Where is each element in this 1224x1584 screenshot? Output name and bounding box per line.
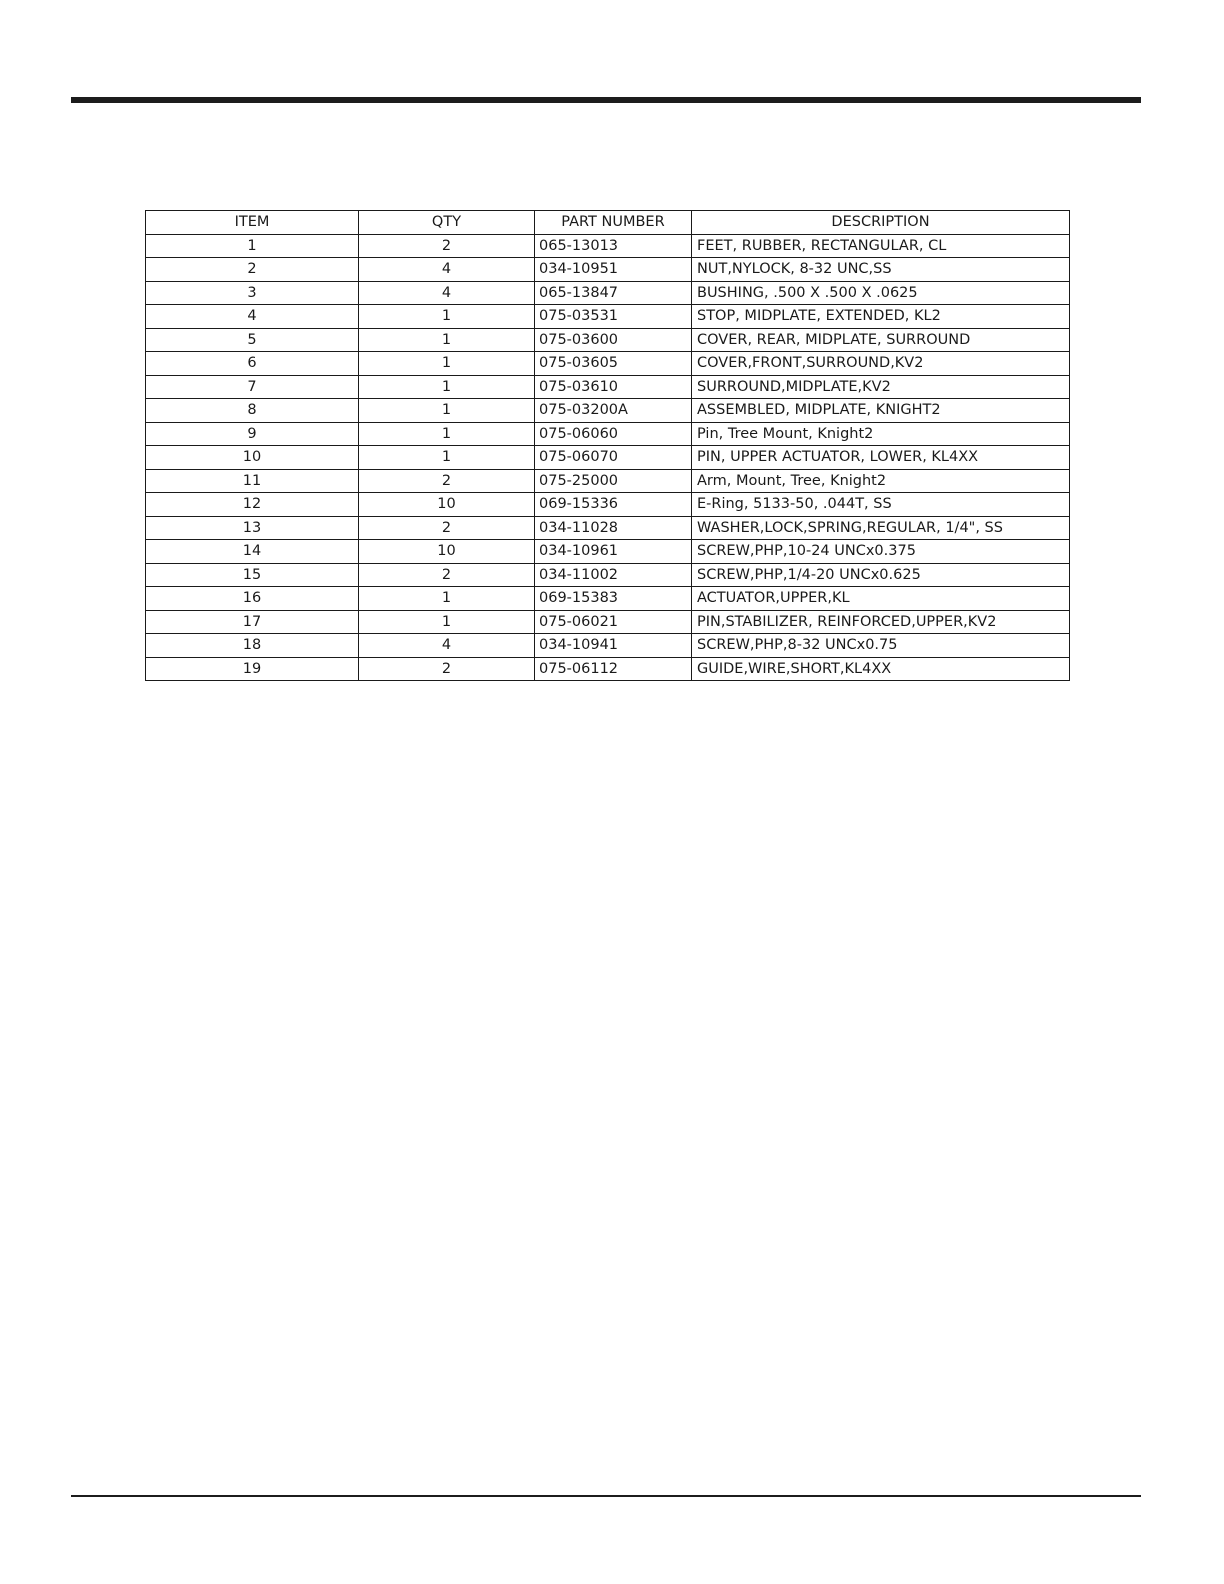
- cell-part-number: 075-25000: [535, 469, 692, 493]
- cell-description: COVER, REAR, MIDPLATE, SURROUND: [692, 328, 1070, 352]
- cell-item: 19: [146, 657, 359, 681]
- cell-item: 8: [146, 399, 359, 423]
- table-row: [146, 563, 1070, 587]
- cell-part-number: 075-06060: [535, 422, 692, 446]
- table-row: [146, 657, 1070, 681]
- cell-description: PIN, UPPER ACTUATOR, LOWER, KL4XX: [692, 446, 1070, 470]
- cell-item: 16: [146, 587, 359, 611]
- cell-qty: 1: [359, 446, 535, 470]
- cell-qty: 1: [359, 422, 535, 446]
- cell-item: 11: [146, 469, 359, 493]
- cell-qty: 2: [359, 563, 535, 587]
- cell-item: 13: [146, 516, 359, 540]
- cell-qty: 10: [359, 493, 535, 517]
- cell-item: 10: [146, 446, 359, 470]
- cell-part-number: 075-06070: [535, 446, 692, 470]
- cell-qty: 1: [359, 587, 535, 611]
- table-row: [146, 446, 1070, 470]
- table-row: [146, 305, 1070, 329]
- table-row: [146, 328, 1070, 352]
- cell-item: 17: [146, 610, 359, 634]
- table-row: [146, 422, 1070, 446]
- cell-part-number: 034-11028: [535, 516, 692, 540]
- cell-part-number: 075-06112: [535, 657, 692, 681]
- cell-qty: 1: [359, 399, 535, 423]
- cell-part-number: 065-13847: [535, 281, 692, 305]
- cell-qty: 1: [359, 375, 535, 399]
- table-row: [146, 352, 1070, 376]
- cell-description: FEET, RUBBER, RECTANGULAR, CL: [692, 234, 1070, 258]
- cell-item: 3: [146, 281, 359, 305]
- cell-description: NUT,NYLOCK, 8-32 UNC,SS: [692, 258, 1070, 282]
- cell-item: 5: [146, 328, 359, 352]
- table-row: [146, 399, 1070, 423]
- cell-part-number: 034-10951: [535, 258, 692, 282]
- header-rule: [71, 97, 1141, 103]
- cell-item: 6: [146, 352, 359, 376]
- cell-item: 1: [146, 234, 359, 258]
- table-row: [146, 516, 1070, 540]
- cell-item: 15: [146, 563, 359, 587]
- cell-part-number: 075-03531: [535, 305, 692, 329]
- column-header-description: DESCRIPTION: [692, 211, 1070, 235]
- table-row: [146, 540, 1070, 564]
- cell-item: 2: [146, 258, 359, 282]
- table-row: [146, 610, 1070, 634]
- cell-part-number: 034-11002: [535, 563, 692, 587]
- cell-description: STOP, MIDPLATE, EXTENDED, KL2: [692, 305, 1070, 329]
- table-row: [146, 634, 1070, 658]
- cell-description: SCREW,PHP,10-24 UNCx0.375: [692, 540, 1070, 564]
- table-row: [146, 234, 1070, 258]
- cell-description: COVER,FRONT,SURROUND,KV2: [692, 352, 1070, 376]
- table-body: [146, 234, 1070, 681]
- cell-item: 7: [146, 375, 359, 399]
- cell-qty: 4: [359, 258, 535, 282]
- cell-description: E-Ring, 5133-50, .044T, SS: [692, 493, 1070, 517]
- table-row: [146, 469, 1070, 493]
- cell-qty: 10: [359, 540, 535, 564]
- cell-item: 12: [146, 493, 359, 517]
- cell-qty: 1: [359, 328, 535, 352]
- table-header-row: [146, 211, 1070, 235]
- cell-description: Pin, Tree Mount, Knight2: [692, 422, 1070, 446]
- cell-part-number: 075-06021: [535, 610, 692, 634]
- cell-part-number: 075-03605: [535, 352, 692, 376]
- column-header-item: ITEM: [146, 211, 359, 235]
- table-row: [146, 281, 1070, 305]
- cell-part-number: 069-15336: [535, 493, 692, 517]
- cell-part-number: 065-13013: [535, 234, 692, 258]
- cell-qty: 4: [359, 281, 535, 305]
- cell-qty: 2: [359, 657, 535, 681]
- cell-qty: 4: [359, 634, 535, 658]
- cell-part-number: 034-10941: [535, 634, 692, 658]
- cell-description: ACTUATOR,UPPER,KL: [692, 587, 1070, 611]
- column-header-qty: QTY: [359, 211, 535, 235]
- cell-part-number: 075-03200A: [535, 399, 692, 423]
- cell-description: Arm, Mount, Tree, Knight2: [692, 469, 1070, 493]
- cell-qty: 1: [359, 352, 535, 376]
- footer-rule: [71, 1495, 1141, 1497]
- cell-part-number: 069-15383: [535, 587, 692, 611]
- cell-part-number: 034-10961: [535, 540, 692, 564]
- cell-part-number: 075-03610: [535, 375, 692, 399]
- cell-item: 18: [146, 634, 359, 658]
- cell-description: BUSHING, .500 X .500 X .0625: [692, 281, 1070, 305]
- cell-item: 14: [146, 540, 359, 564]
- cell-description: GUIDE,WIRE,SHORT,KL4XX: [692, 657, 1070, 681]
- cell-qty: 2: [359, 234, 535, 258]
- cell-description: SURROUND,MIDPLATE,KV2: [692, 375, 1070, 399]
- cell-qty: 2: [359, 469, 535, 493]
- cell-description: ASSEMBLED, MIDPLATE, KNIGHT2: [692, 399, 1070, 423]
- column-header-part-number: PART NUMBER: [535, 211, 692, 235]
- table-row: [146, 587, 1070, 611]
- cell-description: SCREW,PHP,1/4-20 UNCx0.625: [692, 563, 1070, 587]
- cell-qty: 1: [359, 610, 535, 634]
- table-row: [146, 258, 1070, 282]
- cell-description: SCREW,PHP,8-32 UNCx0.75: [692, 634, 1070, 658]
- cell-item: 9: [146, 422, 359, 446]
- parts-list-table: [145, 210, 1070, 681]
- table-row: [146, 493, 1070, 517]
- cell-item: 4: [146, 305, 359, 329]
- table-row: [146, 375, 1070, 399]
- cell-part-number: 075-03600: [535, 328, 692, 352]
- cell-qty: 1: [359, 305, 535, 329]
- cell-qty: 2: [359, 516, 535, 540]
- cell-description: PIN,STABILIZER, REINFORCED,UPPER,KV2: [692, 610, 1070, 634]
- cell-description: WASHER,LOCK,SPRING,REGULAR, 1/4", SS: [692, 516, 1070, 540]
